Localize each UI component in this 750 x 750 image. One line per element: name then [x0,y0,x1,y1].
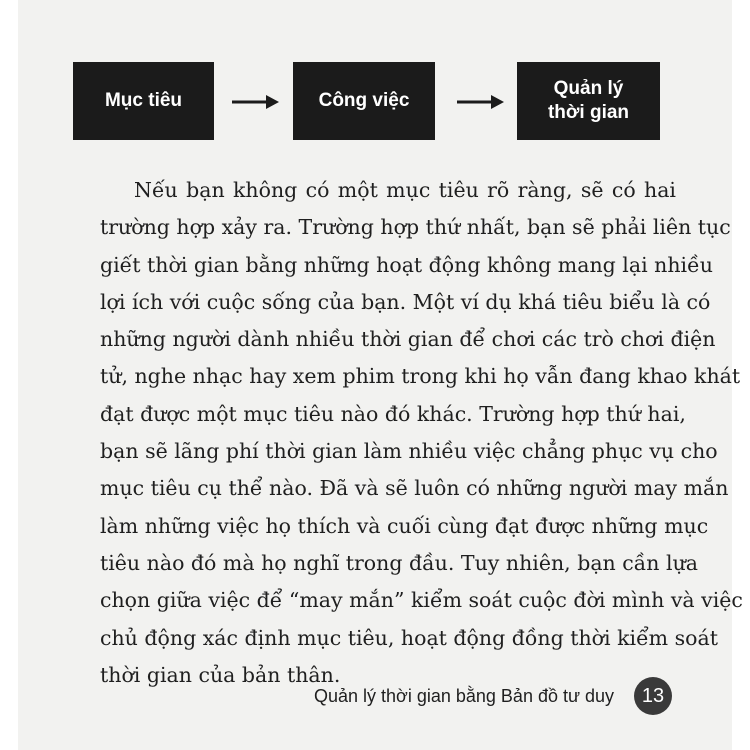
paragraph-line: mục tiêu cụ thể nào. Đã và sẽ luôn có những người may mắn [100,476,729,501]
paragraph-line: chọn giữa việc để “may mắn” kiểm soát cuộc đời mình và việc [100,588,743,613]
body-paragraph [100,172,743,694]
paragraph-line: bạn sẽ lãng phí thời gian làm nhiều việc chẳng phục vụ cho [100,439,718,464]
paragraph-line: trường hợp xảy ra. Trường hợp thứ nhất, bạn sẽ phải liên tục [100,215,731,240]
flow-box-label: Công việc [318,90,410,111]
right-arrow-icon [230,92,280,112]
paragraph-line: Nếu bạn không có một mục tiêu rõ ràng, sẽ có hai [134,178,676,202]
paragraph-line: làm những việc họ thích và cuối cùng đạt được những mục [100,513,709,538]
flow-box-goal [73,62,214,140]
flow-box-label: Mục tiêu [104,90,183,111]
paragraph-line: những người dành nhiều thời gian để chơi các trò chơi điện [100,327,716,352]
running-footer-title: Quản lý thời gian bằng Bản đồ tư duy [314,686,615,706]
paragraph-line: tử, nghe nhạc hay xem phim trong khi họ vẫn đang khao khát [100,364,741,389]
flow-box-time-management [517,62,660,140]
flow-box-work [293,62,435,140]
page-number-badge: 13 [634,677,672,715]
paragraph-line: lợi ích với cuộc sống của bạn. Một ví dụ khá tiêu biểu là có [100,289,711,314]
flow-box-label: Quản lý thời gian [547,78,630,123]
paragraph-line: đạt được một mục tiêu nào đó khác. Trường hợp thứ hai, [100,401,686,426]
paragraph-line: thời gian của bản thân. [100,662,341,687]
right-arrow-icon [455,92,505,112]
book-page [18,0,743,750]
paragraph-line: giết thời gian bằng những hoạt động không mang lại nhiều [100,252,713,277]
paragraph-line: chủ động xác định mục tiêu, hoạt động đồng thời kiểm soát [100,625,718,650]
paragraph-line: tiêu nào đó mà họ nghĩ trong đầu. Tuy nhiên, bạn cần lựa [100,550,699,575]
